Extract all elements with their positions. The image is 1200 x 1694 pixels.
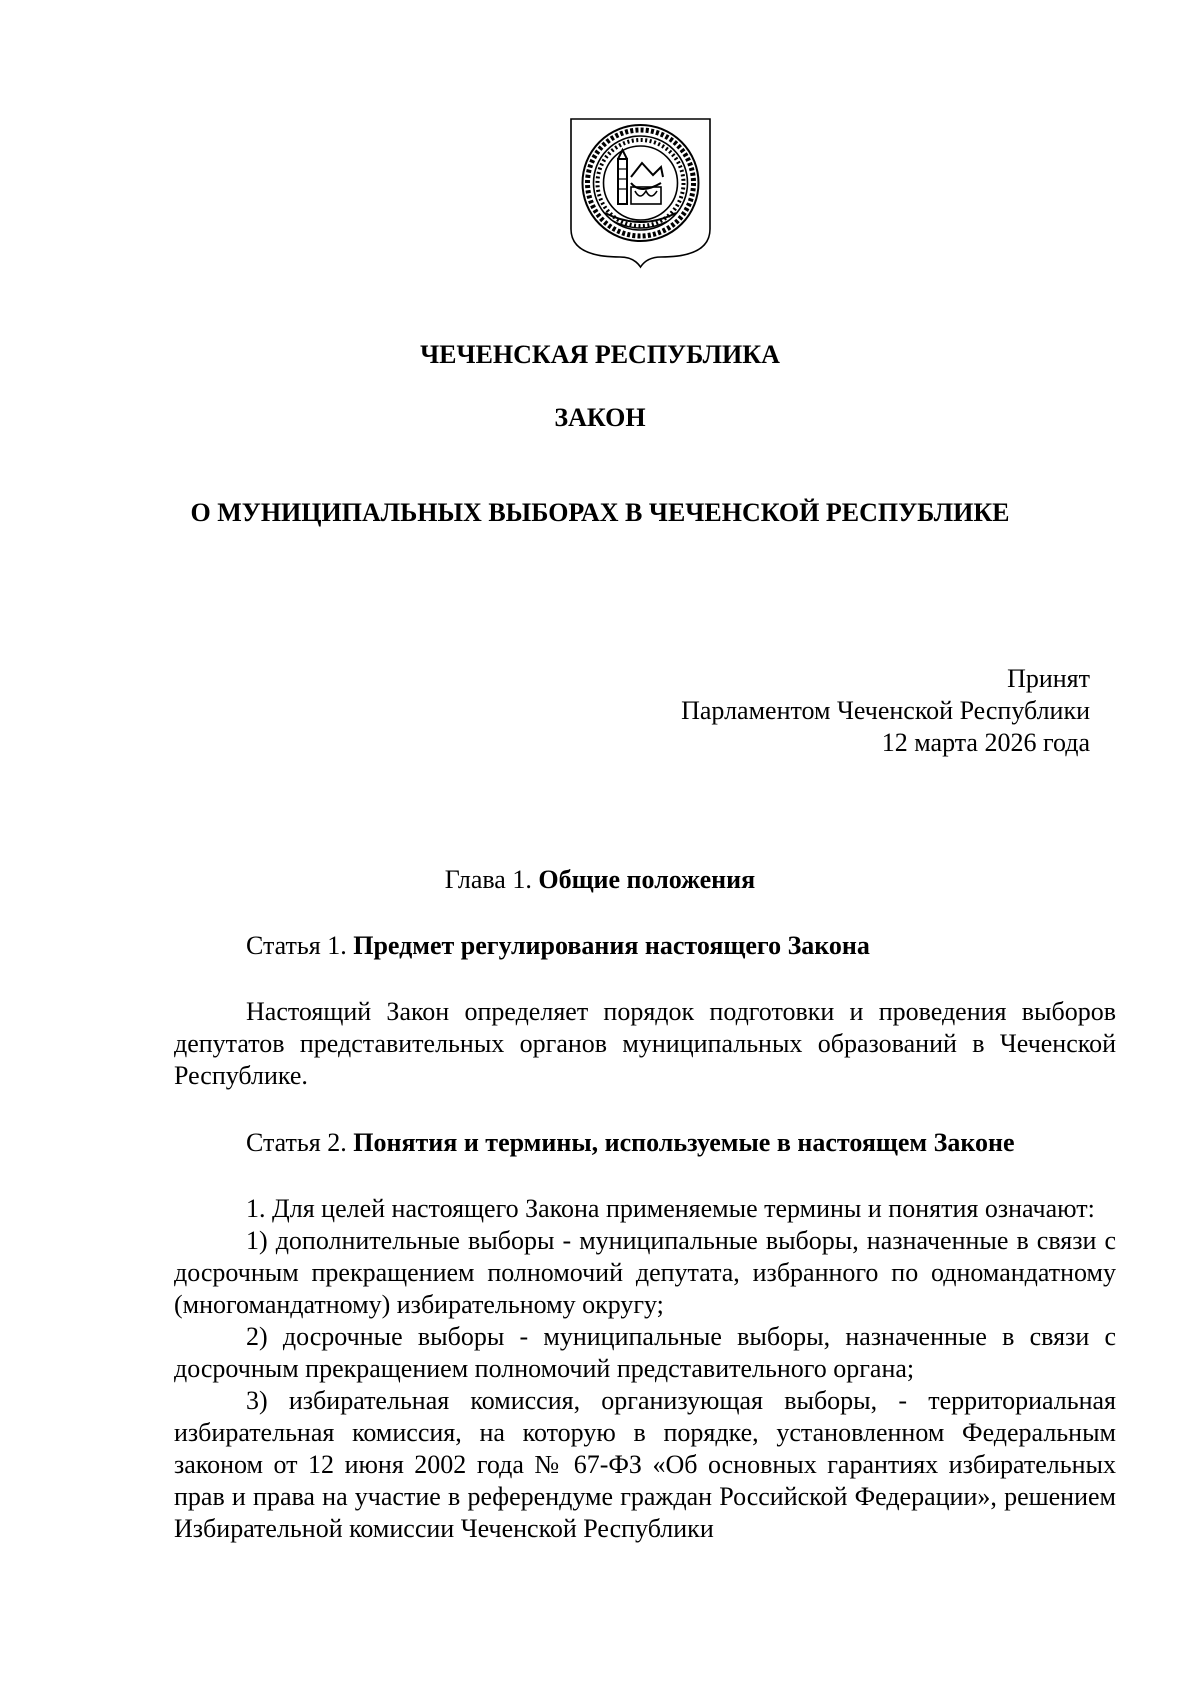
article-1-text: Настоящий Закон определяет порядок подготовки и проведения выборов депутатов представительных органов муниципальных образований в Чеченской Республике. (174, 997, 1116, 1090)
article-1-title: Предмет регулирования настоящего Закона (353, 931, 870, 960)
article-2-item-1: 1) дополнительные выборы - муниципальные выборы, назначенные в связи с досрочным прекращением полномочий депутата, избранного по одномандатному (многомандатному) избирательному округу; (174, 1226, 1116, 1319)
article-2-item-2: 2) досрочные выборы - муниципальные выборы, назначенные в связи с досрочным прекращением полномочий представительного органа; (174, 1322, 1116, 1383)
coat-of-arms-emblem (569, 117, 712, 269)
law-title: О МУНИЦИПАЛЬНЫХ ВЫБОРАХ В ЧЕЧЕНСКОЙ РЕСПУБЛИКЕ (190, 498, 1010, 527)
article-1-prefix: Статья 1. (246, 931, 347, 960)
adoption-date: 12 марта 2026 года (881, 728, 1090, 757)
chapter-heading (0, 864, 1200, 896)
article-1-body (174, 996, 1116, 1092)
adoption-line-1: Принят (1007, 664, 1090, 693)
article-2-item-3: 3) избирательная комиссия, организующая выборы, - территориальная избирательная комиссия, на которую в порядке, установленном Федеральным законом от 12 июня 2002 года № 67-ФЗ «Об основных гарантиях избирательных прав и права на участие в референдуме граждан Российской Федерации», решением Избирательной комиссии Чеченской Республики (174, 1386, 1116, 1543)
article-1-heading (246, 930, 870, 962)
adoption-block (681, 663, 1090, 759)
document-type-heading: ЗАКОН (554, 403, 646, 432)
article-2-prefix: Статья 2. (246, 1128, 347, 1157)
article-2-paragraph-1: 1. Для целей настоящего Закона применяемые термины и понятия означают: (246, 1194, 1095, 1223)
article-2-heading (246, 1127, 1014, 1159)
chapter-title: Общие положения (538, 865, 756, 894)
adoption-line-2: Парламентом Чеченской Республики (681, 696, 1090, 725)
chapter-prefix: Глава 1. (444, 865, 532, 894)
article-2-body (174, 1193, 1116, 1545)
republic-heading: ЧЕЧЕНСКАЯ РЕСПУБЛИКА (420, 340, 780, 369)
article-2-title: Понятия и термины, используемые в настоящем Законе (353, 1128, 1015, 1157)
